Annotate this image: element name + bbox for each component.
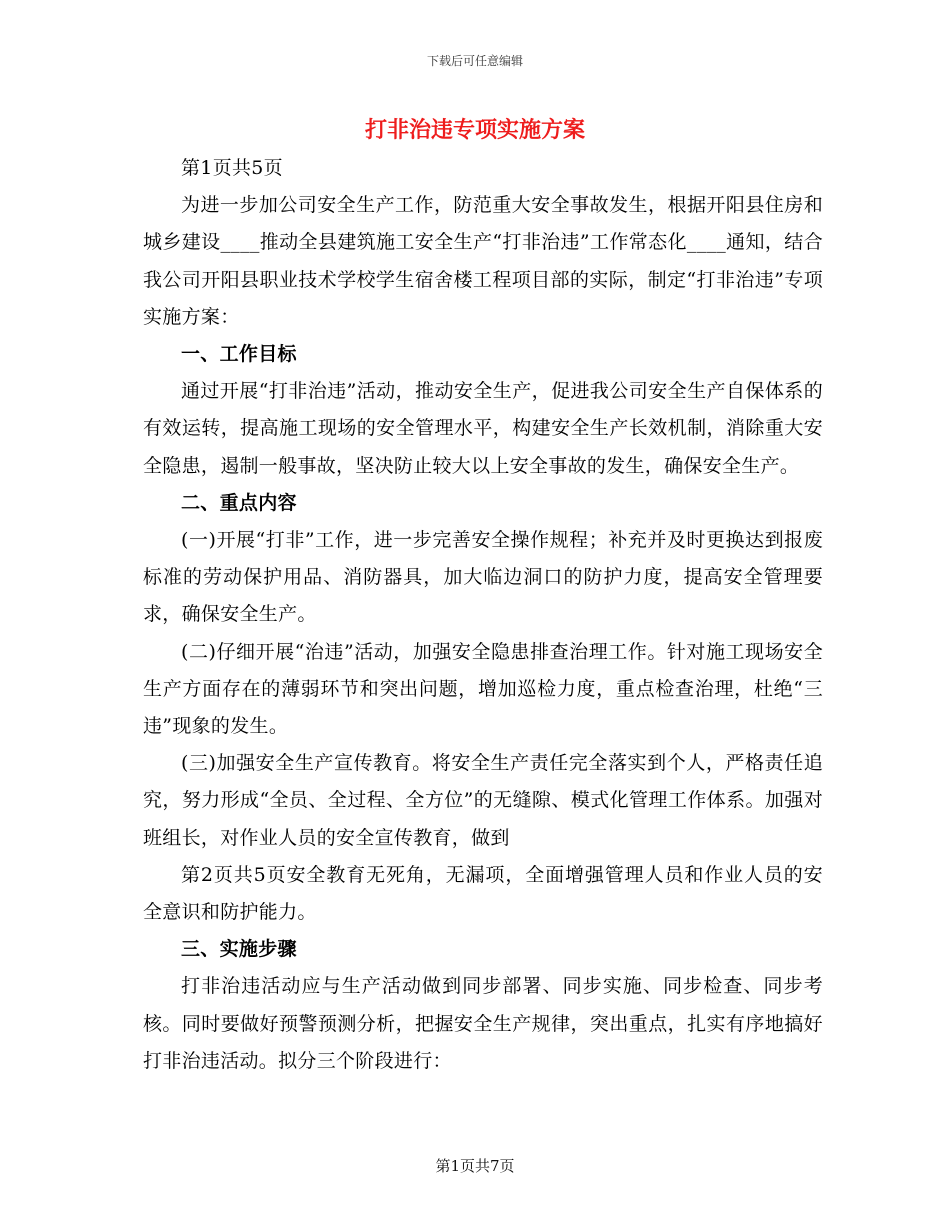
page-footer: 第1页共7页 [435, 1157, 515, 1175]
intro-paragraph: 为进一步加公司安全生产工作，防范重大安全事故发生，根据开阳县住房和城乡建设____推动全县建筑施工安全生产“打非治违”工作常态化____通知，结合我公司开阳县职业技术学校学生宿舍楼工程项目部的实际，制定“打非治违”专项实施方案： [143, 194, 823, 328]
document-body [143, 150, 823, 1080]
section-heading-goals: 一、工作目标 [181, 343, 297, 366]
section-heading-steps: 三、实施步骤 [181, 938, 297, 961]
header-note: 下载后可任意编辑 [426, 54, 523, 68]
goals-paragraph: 通过开展“打非治违”活动，推动安全生产，促进我公司安全生产自保体系的有效运转，提高施工现场的安全管理水平，构建安全生产长效机制，消除重大安全隐患，遏制一般事故，坚决防止较大以上安全事故的发生，确保安全生产。 [143, 380, 823, 477]
key-content-item-2: (二)仔细开展“治违”活动，加强安全隐患排查治理工作。针对施工现场安全生产方面存在的薄弱环节和突出问题，增加巡检力度，重点检查治理，杜绝“三违”现象的发生。 [143, 640, 823, 738]
steps-paragraph: 打非治违活动应与生产活动做到同步部署、同步实施、同步检查、同步考核。同时要做好预警预测分析，把握安全生产规律，突出重点，扎实有序地搞好打非治违活动。拟分三个阶段进行： [143, 975, 823, 1072]
key-content-item-3: (三)加强安全生产宣传教育。将安全生产责任完全落实到个人，严格责任追究，努力形成“全员、全过程、全方位”的无缝隙、模式化管理工作体系。加强对班组长，对作业人员的安全宣传教育，做到 [143, 752, 823, 849]
document-title: 打非治违专项实施方案 [364, 117, 585, 143]
section-heading-key-content: 二、重点内容 [181, 491, 297, 514]
key-content-item-3-continued: 第2页共5页安全教育无死角，无漏项，全面增强管理人员和作业人员的安全意识和防护能力。 [143, 863, 823, 924]
key-content-item-1: (一)开展“打非”工作，进一步完善安全操作规程；补充并及时更换达到报废标准的劳动保护用品、消防器具，加大临边洞口的防护力度，提高安全管理要求，确保安全生产。 [143, 529, 823, 626]
page-marker-1: 第1页共5页 [181, 157, 283, 179]
